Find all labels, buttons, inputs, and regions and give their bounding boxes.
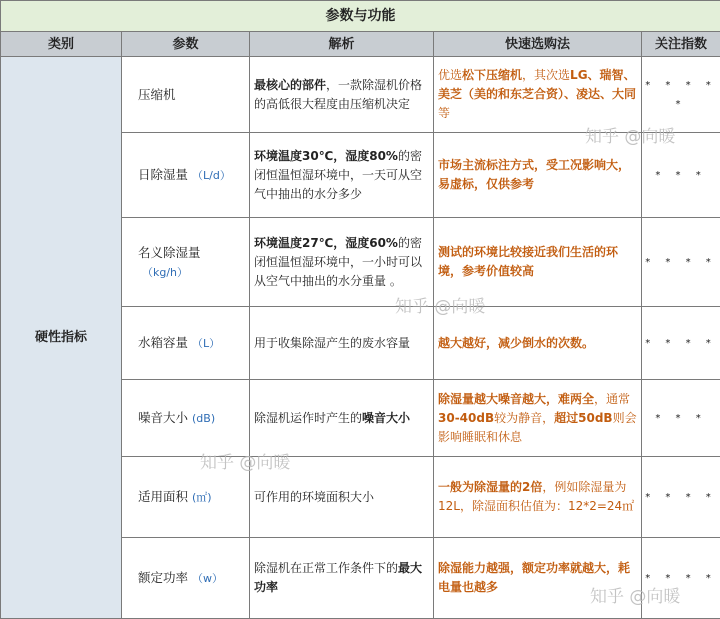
desc-cell [250, 57, 434, 133]
stars-cell: * * * * * [642, 57, 720, 133]
desc-cell [250, 218, 434, 307]
param-cell [122, 218, 250, 307]
quick-cell [434, 380, 642, 457]
quick-cell [434, 307, 642, 380]
watermark: 知乎 @向暖 [590, 587, 681, 607]
param-name: 日除湿量 [138, 167, 189, 182]
header-quick-buy: 快速选购法 [434, 32, 642, 57]
param-unit: （kg/h） [142, 265, 189, 279]
param-cell [122, 457, 250, 538]
param-cell [122, 133, 250, 218]
param-name: 噪音大小 [138, 410, 189, 425]
header-parameter: 参数 [122, 32, 250, 57]
desc-bold: 环境温度30℃，湿度80% [254, 148, 398, 163]
desc-cell [250, 538, 434, 619]
desc-cell: 可作用的环境面积大小 [250, 457, 434, 538]
param-name: 水箱容量 [138, 335, 189, 350]
param-cell [122, 538, 250, 619]
category-cell: 硬性指标 [1, 57, 122, 619]
quick-cell [434, 133, 642, 218]
quick-text: ，例如除湿量为12L，除湿面积估值为：12*2=24㎡ [438, 480, 635, 513]
param-name: 额定功率 [138, 570, 189, 585]
quick-bold: 30-40dB [438, 410, 495, 425]
quick-bold: 越大越好，减少倒水的次数。 [438, 335, 595, 350]
param-cell [122, 307, 250, 380]
quick-bold: 除湿量越大噪音越大，难两全 [438, 391, 595, 406]
quick-text: ，通常 [594, 391, 631, 406]
param-cell [122, 380, 250, 457]
quick-cell [434, 57, 642, 133]
param-unit: （L） [192, 337, 221, 350]
header-analysis: 解析 [250, 32, 434, 57]
watermark: 知乎 @向暖 [395, 297, 486, 317]
param-unit: （L/d） [192, 169, 231, 182]
desc-cell: 用于收集除湿产生的废水容量 [250, 307, 434, 380]
desc-bold: 噪音大小 [362, 410, 411, 425]
quick-text: 则会影响睡眠和休息 [438, 410, 637, 444]
param-name: 压缩机 [138, 87, 176, 102]
quick-text: 等 [438, 106, 451, 120]
desc-text: ，一款除湿机价格的高低很大程度由压缩机决定 [254, 77, 423, 111]
stars-cell: * * * * [642, 457, 720, 538]
quick-bold: LG、瑞智、美芝（美的和东芝合资）、凌达、大同 [438, 68, 637, 101]
param-cell [122, 57, 250, 133]
quick-bold: 超过50dB [554, 410, 613, 425]
desc-text: 的密闭恒温恒湿环境中，一小时可以从空气中抽出的水分重量 。 [254, 235, 423, 288]
stars-cell: * * * * [642, 307, 720, 380]
param-name: 名义除湿量 [138, 244, 201, 260]
desc-bold: 环境温度27℃，湿度60% [254, 235, 398, 250]
quick-cell [434, 538, 642, 619]
stars-cell: * * * [642, 133, 720, 218]
quick-text: ，其次选 [522, 68, 571, 82]
desc-text: 除湿机在正常工作条件下的 [254, 561, 399, 575]
desc-bold: 最核心的部件 [254, 77, 327, 92]
table-row [1, 57, 720, 133]
desc-cell [250, 133, 434, 218]
quick-bold: 除湿能力越强，额定功率就越大，耗电量也越多 [438, 561, 631, 594]
desc-cell [250, 380, 434, 457]
quick-text: 较为静音， [494, 410, 555, 425]
desc-text: 的密闭恒温恒湿环境中，一天可从空气中抽出的水分多少 [254, 148, 423, 201]
header-attention-index: 关注指数 [642, 32, 720, 57]
param-unit: (dB) [192, 412, 216, 425]
param-unit: (㎡) [192, 491, 212, 504]
quick-text: 优选 [438, 68, 463, 82]
quick-cell [434, 457, 642, 538]
quick-cell [434, 218, 642, 307]
desc-bold: 最大功率 [254, 561, 423, 594]
desc-text: 除湿机运作时产生的 [254, 410, 363, 425]
param-unit: （w） [192, 572, 224, 585]
watermark: 知乎 @向暖 [585, 127, 676, 147]
stars-cell: * * * [642, 380, 720, 457]
quick-bold: 松下压缩机 [462, 68, 523, 82]
watermark: 知乎 @向暖 [200, 453, 291, 473]
quick-bold: 市场主流标注方式，受工况影响大，易虚标，仅供参考 [438, 158, 631, 191]
table-title: 参数与功能 [1, 1, 720, 32]
quick-bold: 测试的环境比较接近我们生活的环境，参考价值较高 [438, 245, 619, 278]
param-name: 适用面积 [138, 489, 189, 504]
header-category: 类别 [1, 32, 122, 57]
stars-cell: * * * * [642, 218, 720, 307]
quick-bold: 一般为除湿量的2倍 [438, 480, 543, 494]
stars-cell: * * * * [642, 538, 720, 619]
